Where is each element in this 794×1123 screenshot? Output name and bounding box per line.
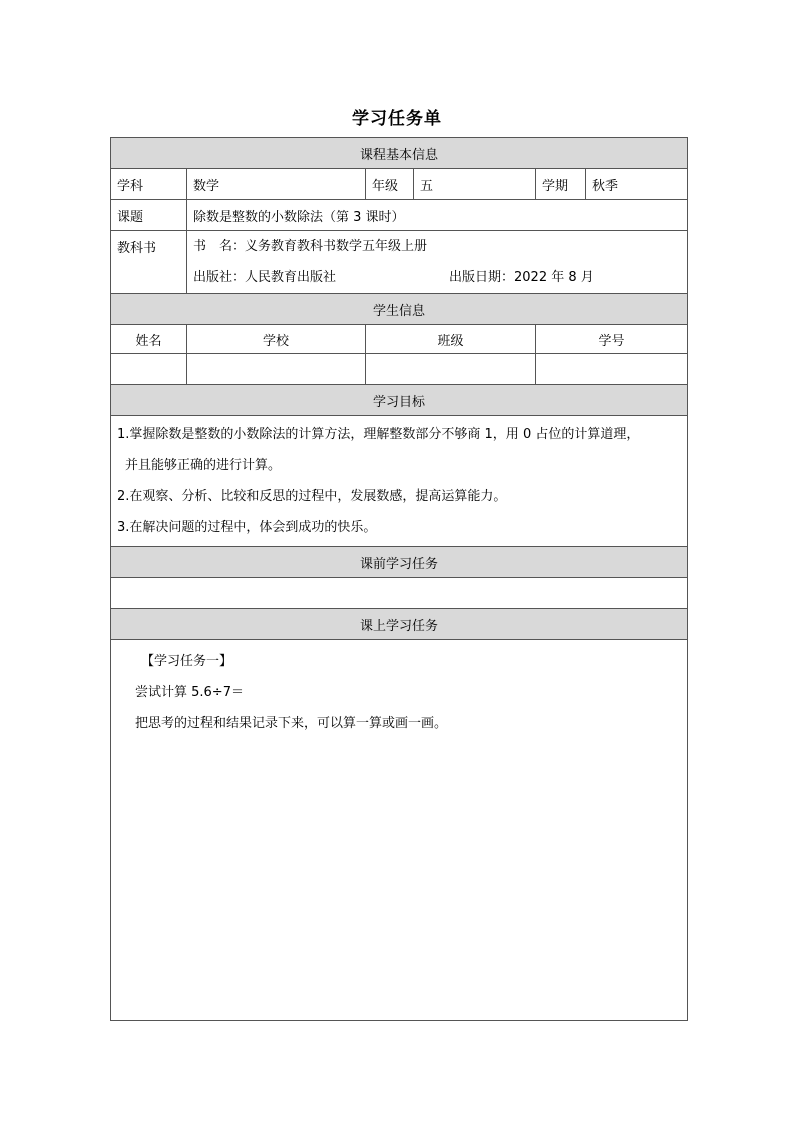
task-sheet-table	[110, 137, 688, 1021]
book-name: 书 名：义务教育教科书数学五年级上册	[193, 239, 428, 254]
page-title: 学习任务单	[352, 109, 442, 129]
term-label: 学期	[536, 169, 586, 200]
topic-row	[111, 200, 688, 231]
student-info-entry-row	[111, 354, 688, 385]
goals-content	[111, 416, 688, 547]
in-class-content[interactable]	[111, 640, 688, 1021]
textbook-row	[111, 231, 688, 294]
textbook-label: 教科书	[111, 231, 187, 294]
pre-class-header-row	[111, 547, 688, 578]
task-instruction-record: 把思考的过程和结果记录下来，可以算一算或画一画。	[135, 716, 448, 731]
column-name: 姓名	[111, 325, 187, 354]
pre-class-header: 课前学习任务	[111, 547, 688, 578]
topic-label: 课题	[111, 200, 187, 231]
task-title: 【学习任务一】	[141, 654, 233, 669]
publish-date: 出版日期：2022 年 8 月	[449, 270, 594, 285]
publisher: 出版社：人民教育出版社	[193, 270, 337, 285]
course-info-header-row	[111, 138, 688, 169]
column-student-id: 学号	[536, 325, 688, 354]
subject-label: 学科	[111, 169, 187, 200]
subject-value: 数学	[187, 169, 366, 200]
column-class: 班级	[366, 325, 536, 354]
pre-class-content[interactable]	[111, 578, 688, 609]
goal-item: 并且能够正确的进行计算。	[125, 458, 282, 473]
student-info-header: 学生信息	[111, 294, 688, 325]
publisher-line	[193, 262, 681, 293]
task-instruction-calc: 尝试计算 5.6÷7＝	[135, 685, 244, 700]
column-school: 学校	[187, 325, 366, 354]
student-id-cell[interactable]	[536, 354, 688, 385]
goals-header-row	[111, 385, 688, 416]
student-info-columns	[111, 325, 688, 354]
grade-value: 五	[414, 169, 536, 200]
in-class-content-row	[111, 640, 688, 1021]
student-info-header-row	[111, 294, 688, 325]
subject-row	[111, 169, 688, 200]
student-school-cell[interactable]	[187, 354, 366, 385]
goals-header: 学习目标	[111, 385, 688, 416]
course-info-header: 课程基本信息	[111, 138, 688, 169]
in-class-header: 课上学习任务	[111, 609, 688, 640]
goal-item: 3.在解决问题的过程中，体会到成功的快乐。	[117, 520, 377, 535]
pre-class-content-row	[111, 578, 688, 609]
goals-content-row	[111, 416, 688, 547]
grade-label: 年级	[366, 169, 414, 200]
student-name-cell[interactable]	[111, 354, 187, 385]
goal-item: 2.在观察、分析、比较和反思的过程中，发展数感，提高运算能力。	[117, 489, 507, 504]
textbook-details	[187, 231, 688, 294]
in-class-header-row	[111, 609, 688, 640]
term-value: 秋季	[586, 169, 688, 200]
student-class-cell[interactable]	[366, 354, 536, 385]
goal-item: 1.掌握除数是整数的小数除法的计算方法，理解整数部分不够商 1，用 0 占位的计算道理，	[117, 427, 640, 442]
topic-value: 除数是整数的小数除法（第 3 课时）	[187, 200, 688, 231]
